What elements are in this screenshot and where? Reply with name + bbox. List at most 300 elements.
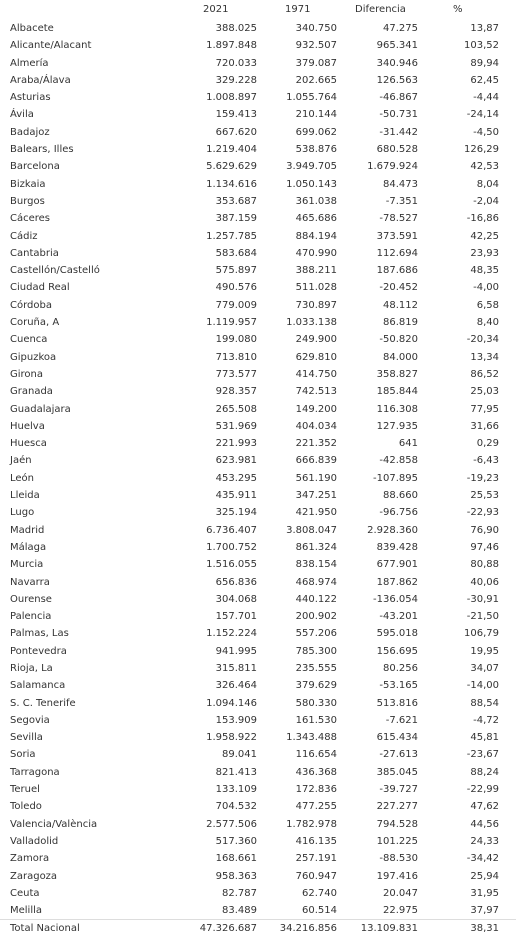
row-2021: 2.577.506 [206, 818, 257, 830]
row-2021: 531.969 [215, 420, 257, 432]
row-percent: 31,95 [470, 887, 499, 899]
row-percent: 0,29 [476, 438, 499, 450]
table-row [0, 262, 516, 279]
row-1971: 221.352 [295, 438, 337, 450]
row-1971: 161.530 [295, 714, 337, 726]
row-diferencia: 84.473 [383, 178, 418, 190]
row-2021: 435.911 [215, 490, 257, 502]
row-1971: 3.949.705 [286, 161, 337, 173]
row-diferencia: -78.527 [379, 213, 418, 225]
row-name: Cáceres [10, 213, 51, 225]
row-name: Valladolid [10, 835, 59, 847]
table-body [0, 20, 516, 919]
table-row [0, 37, 516, 54]
table-row [0, 868, 516, 885]
row-diferencia: 22.975 [383, 905, 418, 917]
row-percent: 25,94 [470, 870, 499, 882]
row-diferencia: 340.946 [376, 57, 418, 69]
row-percent: 37,97 [470, 905, 499, 917]
row-name: Rioja, La [10, 662, 53, 674]
row-diferencia: 86.819 [383, 317, 418, 329]
row-1971: 699.062 [295, 126, 337, 138]
row-diferencia: 127.935 [376, 420, 418, 432]
row-name: Bizkaia [10, 178, 46, 190]
row-1971: 1.782.978 [286, 818, 337, 830]
table-row [0, 729, 516, 746]
row-2021: 1.094.146 [206, 697, 257, 709]
row-diferencia: 373.591 [376, 230, 418, 242]
row-name: Cádiz [10, 230, 38, 242]
row-percent: -14,00 [466, 680, 499, 692]
row-percent: -19,23 [466, 472, 499, 484]
row-diferencia: 794.528 [376, 818, 418, 830]
row-2021: 5.629.629 [206, 161, 257, 173]
row-diferencia: 513.816 [376, 697, 418, 709]
row-2021: 517.360 [215, 835, 257, 847]
row-2021: 1.219.404 [206, 144, 257, 156]
row-percent: 80,88 [470, 559, 499, 571]
row-diferencia: 197.416 [376, 870, 418, 882]
row-diferencia: -50.820 [379, 334, 418, 346]
row-1971: 861.324 [295, 541, 337, 553]
row-1971: 416.135 [295, 835, 337, 847]
row-name: Gipuzkoa [10, 351, 57, 363]
table-row [0, 764, 516, 781]
row-name: Pontevedra [10, 645, 67, 657]
table-row [0, 279, 516, 296]
row-2021: 713.810 [215, 351, 257, 363]
row-name: Córdoba [10, 299, 52, 311]
row-2021: 265.508 [215, 403, 257, 415]
row-diferencia: 677.901 [376, 559, 418, 571]
row-diferencia: 358.827 [376, 368, 418, 380]
row-2021: 779.009 [215, 299, 257, 311]
row-name: Asturias [10, 92, 51, 104]
row-name: Araba/Álava [10, 74, 71, 86]
row-1971: 1.033.138 [286, 317, 337, 329]
row-2021: 325.194 [215, 507, 257, 519]
row-1971: 62.740 [302, 887, 337, 899]
row-2021: 315.811 [215, 662, 257, 674]
row-2021: 82.787 [222, 887, 257, 899]
row-percent: -4,00 [473, 282, 499, 294]
row-diferencia: 48.112 [383, 299, 418, 311]
table-row [0, 833, 516, 850]
table-row [0, 816, 516, 833]
row-1971: 1.050.143 [286, 178, 337, 190]
row-diferencia: 595.018 [376, 628, 418, 640]
row-percent: 97,46 [470, 541, 499, 553]
row-name: Salamanca [10, 680, 66, 692]
row-2021: 575.897 [215, 265, 257, 277]
row-2021: 329.228 [215, 74, 257, 86]
table-row [0, 193, 516, 210]
row-2021: 159.413 [215, 109, 257, 121]
table-row [0, 228, 516, 245]
row-percent: 88,24 [470, 766, 499, 778]
table-row [0, 522, 516, 539]
row-1971: 436.368 [295, 766, 337, 778]
row-percent: -4,72 [473, 714, 499, 726]
row-1971: 440.122 [295, 593, 337, 605]
row-1971: 347.251 [295, 490, 337, 502]
row-diferencia: 185.844 [376, 386, 418, 398]
table-row [0, 20, 516, 37]
row-name: Albacete [10, 23, 54, 34]
row-percent: 106,79 [464, 628, 499, 640]
table-row [0, 452, 516, 469]
row-percent: -22,93 [466, 507, 499, 519]
table-row [0, 504, 516, 521]
row-percent: 8,04 [476, 178, 499, 190]
row-1971: 557.206 [295, 628, 337, 640]
row-2021: 704.532 [215, 801, 257, 813]
row-name: S. C. Tenerife [10, 697, 76, 709]
table-row [0, 89, 516, 106]
row-percent: 42,53 [470, 161, 499, 173]
row-diferencia: -31.442 [379, 126, 418, 138]
header-percent: % [453, 4, 463, 15]
row-diferencia: 88.660 [383, 490, 418, 502]
row-percent: -22,99 [466, 784, 499, 796]
row-name: Burgos [10, 195, 45, 207]
row-percent: 40,06 [470, 576, 499, 588]
row-2021: 326.464 [215, 680, 257, 692]
table-row [0, 366, 516, 383]
row-2021: 89.041 [222, 749, 257, 761]
row-name: Lugo [10, 507, 35, 519]
row-percent: 89,94 [470, 57, 499, 69]
row-1971: 388.211 [295, 265, 337, 277]
row-diferencia: 187.686 [376, 265, 418, 277]
total-percent: 38,31 [470, 923, 499, 935]
row-2021: 1.516.055 [206, 559, 257, 571]
row-name: Barcelona [10, 161, 60, 173]
row-1971: 511.028 [295, 282, 337, 294]
row-name: Sevilla [10, 732, 43, 744]
row-name: Teruel [10, 784, 40, 796]
table-row [0, 470, 516, 487]
table-row [0, 106, 516, 123]
row-diferencia: 1.679.924 [367, 161, 418, 173]
row-name: Zamora [10, 853, 50, 865]
row-percent: -4,50 [473, 126, 499, 138]
row-1971: 1.055.764 [286, 92, 337, 104]
row-2021: 1.897.848 [206, 40, 257, 52]
row-1971: 538.876 [295, 144, 337, 156]
row-1971: 414.750 [295, 368, 337, 380]
total-name: Total Nacional [10, 923, 80, 935]
row-name: Lleida [10, 490, 40, 502]
row-diferencia: 615.434 [376, 732, 418, 744]
row-diferencia: -7.351 [385, 195, 418, 207]
row-percent: 6,58 [476, 299, 499, 311]
table-row [0, 850, 516, 867]
row-1971: 785.300 [295, 645, 337, 657]
row-1971: 580.330 [295, 697, 337, 709]
row-name: Madrid [10, 524, 45, 536]
row-percent: 42,25 [470, 230, 499, 242]
row-2021: 353.687 [215, 195, 257, 207]
row-name: Valencia/València [10, 818, 98, 830]
row-percent: -6,43 [473, 455, 499, 467]
row-2021: 667.620 [215, 126, 257, 138]
table-row [0, 591, 516, 608]
row-1971: 742.513 [295, 386, 337, 398]
row-name: Melilla [10, 905, 43, 917]
row-name: Ceuta [10, 887, 40, 899]
row-percent: 77,95 [470, 403, 499, 415]
table-row [0, 643, 516, 660]
row-1971: 666.839 [295, 455, 337, 467]
row-2021: 304.068 [215, 593, 257, 605]
row-name: Guadalajara [10, 403, 71, 415]
row-1971: 340.750 [295, 23, 337, 34]
row-diferencia: 2.928.360 [367, 524, 418, 536]
row-2021: 1.958.922 [206, 732, 257, 744]
row-1971: 465.686 [295, 213, 337, 225]
table-row [0, 210, 516, 227]
table-row [0, 331, 516, 348]
header-diferencia: Diferencia [355, 4, 406, 15]
row-1971: 561.190 [295, 472, 337, 484]
row-diferencia: 47.275 [383, 23, 418, 34]
table-row [0, 556, 516, 573]
row-percent: 13,34 [470, 351, 499, 363]
row-2021: 1.257.785 [206, 230, 257, 242]
row-2021: 958.363 [215, 870, 257, 882]
row-name: Navarra [10, 576, 50, 588]
row-percent: -21,50 [466, 611, 499, 623]
row-name: Zaragoza [10, 870, 58, 882]
row-2021: 490.576 [215, 282, 257, 294]
table-row [0, 677, 516, 694]
row-diferencia: -7.621 [385, 714, 418, 726]
row-percent: 126,29 [464, 144, 499, 156]
row-diferencia: -96.756 [379, 507, 418, 519]
row-2021: 1.152.224 [206, 628, 257, 640]
row-name: Palmas, Las [10, 628, 69, 640]
row-diferencia: 112.694 [376, 247, 418, 259]
row-1971: 379.087 [295, 57, 337, 69]
row-percent: 25,03 [470, 386, 499, 398]
row-name: Cantabria [10, 247, 59, 259]
total-row [0, 919, 516, 937]
row-1971: 884.194 [295, 230, 337, 242]
row-2021: 387.159 [215, 213, 257, 225]
row-percent: -4,44 [473, 92, 499, 104]
table-row [0, 55, 516, 72]
row-diferencia: 126.563 [376, 74, 418, 86]
row-percent: 48,35 [470, 265, 499, 277]
row-diferencia: 227.277 [376, 801, 418, 813]
table-row [0, 487, 516, 504]
row-1971: 116.654 [295, 749, 337, 761]
row-1971: 257.191 [295, 853, 337, 865]
row-diferencia: 80.256 [383, 662, 418, 674]
row-percent: 47,62 [470, 801, 499, 813]
row-name: Soria [10, 749, 36, 761]
row-percent: -24,14 [466, 109, 499, 121]
row-1971: 477.255 [295, 801, 337, 813]
row-percent: 34,07 [470, 662, 499, 674]
table-row [0, 435, 516, 452]
row-diferencia: 385.045 [376, 766, 418, 778]
table-row [0, 746, 516, 763]
row-1971: 200.902 [295, 611, 337, 623]
row-2021: 720.033 [215, 57, 257, 69]
table-row [0, 314, 516, 331]
row-percent: 44,56 [470, 818, 499, 830]
row-2021: 1.008.897 [206, 92, 257, 104]
table-row [0, 695, 516, 712]
row-1971: 210.144 [295, 109, 337, 121]
row-1971: 172.836 [295, 784, 337, 796]
row-percent: 103,52 [464, 40, 499, 52]
row-diferencia: 156.695 [376, 645, 418, 657]
row-percent: 24,33 [470, 835, 499, 847]
row-percent: -30,91 [466, 593, 499, 605]
row-percent: 25,53 [470, 490, 499, 502]
row-percent: 86,52 [470, 368, 499, 380]
row-diferencia: -46.867 [379, 92, 418, 104]
row-diferencia: 680.528 [376, 144, 418, 156]
table-row [0, 798, 516, 815]
row-name: Jaén [10, 455, 32, 467]
row-1971: 149.200 [295, 403, 337, 415]
row-name: Tarragona [10, 766, 60, 778]
row-2021: 583.684 [215, 247, 257, 259]
table-row [0, 383, 516, 400]
row-name: Ávila [10, 109, 34, 121]
total-diferencia: 13.109.831 [360, 923, 418, 935]
row-1971: 379.629 [295, 680, 337, 692]
row-name: Almería [10, 57, 49, 69]
header-2021: 2021 [203, 4, 229, 15]
row-2021: 199.080 [215, 334, 257, 346]
total-2021: 47.326.687 [199, 923, 257, 935]
table-row [0, 660, 516, 677]
row-1971: 1.343.488 [286, 732, 337, 744]
row-percent: 45,81 [470, 732, 499, 744]
row-2021: 168.661 [215, 853, 257, 865]
row-diferencia: 20.047 [383, 887, 418, 899]
row-1971: 60.514 [302, 905, 337, 917]
row-diferencia: 839.428 [376, 541, 418, 553]
row-percent: -16,86 [466, 213, 499, 225]
table-row [0, 574, 516, 591]
row-name: Huesca [10, 438, 47, 450]
row-name: León [10, 472, 35, 484]
row-2021: 157.701 [215, 611, 257, 623]
row-2021: 773.577 [215, 368, 257, 380]
row-1971: 249.900 [295, 334, 337, 346]
row-name: Balears, Illes [10, 144, 74, 156]
table-row [0, 712, 516, 729]
table-row [0, 176, 516, 193]
row-1971: 838.154 [295, 559, 337, 571]
row-percent: -34,42 [466, 853, 499, 865]
row-1971: 730.897 [295, 299, 337, 311]
table-row [0, 902, 516, 919]
row-diferencia: -27.613 [379, 749, 418, 761]
row-name: Cuenca [10, 334, 48, 346]
row-name: Ourense [10, 593, 52, 605]
table-row [0, 401, 516, 418]
row-diferencia: -107.895 [373, 472, 418, 484]
row-diferencia: -43.201 [379, 611, 418, 623]
row-diferencia: 641 [398, 438, 418, 450]
header-1971: 1971 [285, 4, 311, 15]
row-2021: 1.119.957 [206, 317, 257, 329]
row-diferencia: -50.731 [379, 109, 418, 121]
row-1971: 932.507 [295, 40, 337, 52]
table-row [0, 72, 516, 89]
row-name: Murcia [10, 559, 44, 571]
table-row [0, 781, 516, 798]
row-2021: 388.025 [215, 23, 257, 34]
row-1971: 470.990 [295, 247, 337, 259]
row-2021: 1.134.616 [206, 178, 257, 190]
row-1971: 202.665 [295, 74, 337, 86]
row-diferencia: 101.225 [376, 835, 418, 847]
table-row [0, 625, 516, 642]
row-name: Granada [10, 386, 53, 398]
row-diferencia: -42.858 [379, 455, 418, 467]
row-percent: 76,90 [470, 524, 499, 536]
row-2021: 821.413 [215, 766, 257, 778]
row-percent: 62,45 [470, 74, 499, 86]
row-1971: 421.950 [295, 507, 337, 519]
row-name: Alicante/Alacant [10, 40, 92, 52]
row-1971: 235.555 [295, 662, 337, 674]
row-percent: 8,40 [476, 317, 499, 329]
row-2021: 133.109 [215, 784, 257, 796]
row-name: Huelva [10, 420, 45, 432]
row-2021: 153.909 [215, 714, 257, 726]
row-2021: 941.995 [215, 645, 257, 657]
row-name: Málaga [10, 541, 47, 553]
row-percent: -20,34 [466, 334, 499, 346]
row-1971: 629.810 [295, 351, 337, 363]
row-percent: 88,54 [470, 697, 499, 709]
row-percent: 13,87 [470, 23, 499, 34]
table-row [0, 245, 516, 262]
table-row [0, 297, 516, 314]
row-name: Toledo [10, 801, 42, 813]
row-diferencia: 965.341 [376, 40, 418, 52]
row-diferencia: -53.165 [379, 680, 418, 692]
row-name: Segovia [10, 714, 50, 726]
table-header [0, 0, 516, 20]
row-diferencia: 187.862 [376, 576, 418, 588]
row-2021: 453.295 [215, 472, 257, 484]
row-1971: 404.034 [295, 420, 337, 432]
row-percent: -23,67 [466, 749, 499, 761]
row-2021: 83.489 [222, 905, 257, 917]
row-2021: 928.357 [215, 386, 257, 398]
row-diferencia: -39.727 [379, 784, 418, 796]
row-diferencia: 84.000 [383, 351, 418, 363]
row-2021: 623.981 [215, 455, 257, 467]
row-2021: 656.836 [215, 576, 257, 588]
row-percent: 31,66 [470, 420, 499, 432]
row-diferencia: 116.308 [376, 403, 418, 415]
row-diferencia: -88.530 [379, 853, 418, 865]
table-row [0, 539, 516, 556]
row-2021: 1.700.752 [206, 541, 257, 553]
row-percent: 19,95 [470, 645, 499, 657]
